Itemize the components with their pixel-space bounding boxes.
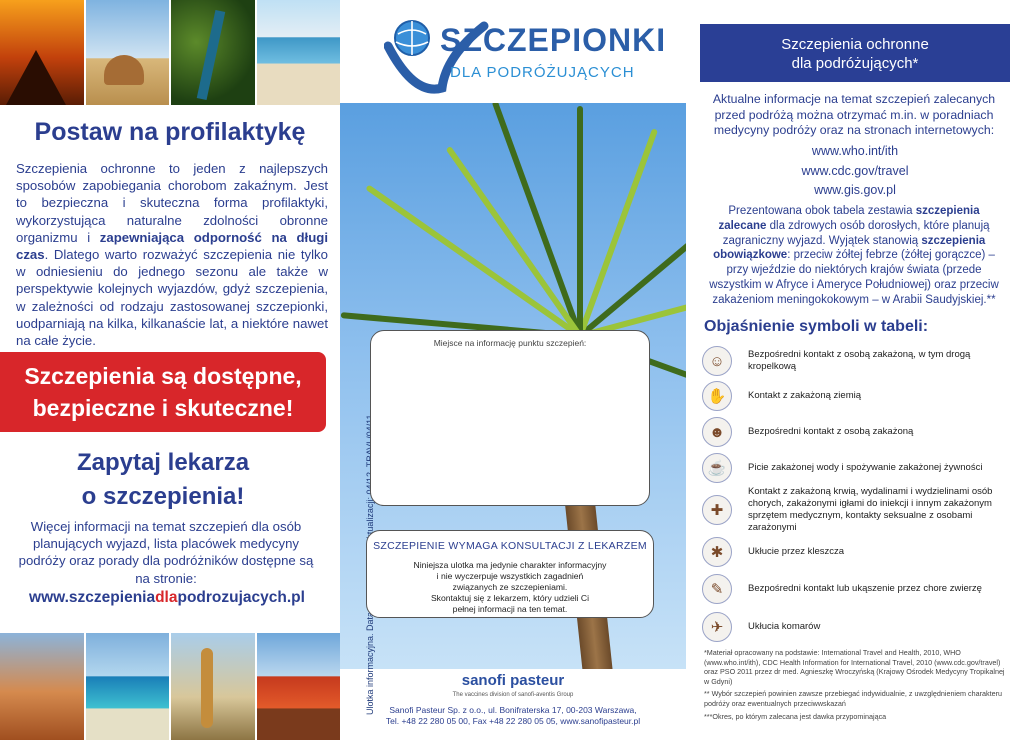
url-gis[interactable]: www.gis.gov.pl xyxy=(814,183,896,197)
logo-title: SZCZEPIONKI xyxy=(440,22,667,58)
list-item: ✋ Kontakt z zakażoną ziemią xyxy=(702,379,1012,413)
right-panel xyxy=(686,0,1024,740)
vaccination-point-label: Miejsce na informację punktu szczepień: xyxy=(433,338,587,348)
mosquito-icon: ✈ xyxy=(702,612,732,642)
intro-text: Aktualne informacje na temat szczepień zalecanych przed podróżą można otrzymać m.in. w poradniach medycyny podróży oraz na stronach internetowych: xyxy=(712,92,996,138)
list-item: ✱ Ukłucie przez kleszcza xyxy=(702,535,1012,569)
pyramid-photo xyxy=(0,0,84,105)
ask-doctor-heading: Zapytaj lekarza o szczepienia! xyxy=(76,449,250,510)
logo-subtitle: DLA PODRÓŻUJĄCYCH xyxy=(450,64,635,81)
palm-frond xyxy=(577,106,583,336)
website-link[interactable]: www.szczepieniadlapodrozujacych.pl xyxy=(29,589,305,606)
food-water-icon: ☕ xyxy=(702,453,732,483)
footnote-3: ***Okres, po którym zalecana jest dawka przypominająca xyxy=(704,711,887,721)
list-item: ✈ Ukłucia komarów xyxy=(702,609,1012,645)
palm-frond xyxy=(446,146,583,338)
left-body: Szczepienia ochronne to jeden z najlepszych sposobów zapobiegania chorobom zakaźnym. Jest to bezpieczna i skuteczna forma profilaktyki, wykorzystująca naturalne zdolności obronne organizmu i zapewniająca odporność na długi czas. Dlatego warto rozważyć szczepienia nie tylko w odniesieniu do jednego sezonu ale także w perspektywie kolejnych wyjazdów, gdyż szczepienia, w zależności od rodzaju zastosowanej szczepionki, uodparniają na kilka, kilkanaście lat, a niektóre nawet na całe życie. xyxy=(16,161,328,349)
camel-photo xyxy=(86,0,170,105)
coast-photo xyxy=(86,633,170,740)
vaccination-point-box xyxy=(370,330,650,506)
temple-photo xyxy=(257,633,341,740)
red-banner xyxy=(0,352,326,432)
person-contact-icon: ☻ xyxy=(702,417,732,447)
consultation-title: SZCZEPIENIE WYMAGA KONSULTACJI Z LEKARZEM xyxy=(373,540,647,552)
consultation-box xyxy=(366,530,654,618)
symbols-title: Objaśnienie symboli w tabeli: xyxy=(704,318,929,335)
soil-icon: ✋ xyxy=(702,381,732,411)
list-item: ☻ Bezpośredni kontakt z osobą zakażoną xyxy=(702,413,1012,451)
sanofi-logo: sanofi pasteur xyxy=(461,672,565,689)
table-description: Prezentowana obok tabela zestawia szczepienia zalecane dla zdrowych osób dorosłych, które planują zagraniczny wyjazd. Wyjątek stanowią szczepienia obowiązkowe: przeciw żółtej febrze (żółtej gorączce) – przy wjeździe do niektórych krajów świata (przede wszystkim w Afryce i Ameryce Południowej) oraz przeciw zakażeniom meningokokowym – w Arabii Saudyjskiej.** xyxy=(709,205,999,306)
canyon-photo xyxy=(0,633,84,740)
more-info-text: Więcej informacji na temat szczepień dla osób planujących wyjazd, lista placówek medycyny podróży oraz porady dla podróżników dostępne są na stronie: xyxy=(18,519,314,586)
red-banner-line1: Szczepienia są dostępne, xyxy=(24,363,302,389)
footnote-2: ** Wybór szczepień powinien zawsze przebiegać indywidualnie, z uwzględnieniem charakteru podróży oraz ewentualnych przeciwwskazań xyxy=(704,689,1002,708)
left-title: Postaw na profilaktykę xyxy=(34,118,306,146)
tick-icon: ✱ xyxy=(702,537,732,567)
symbols-list xyxy=(702,343,1012,645)
url-cdc[interactable]: www.cdc.gov/travel xyxy=(801,163,909,178)
left-panel xyxy=(0,0,340,740)
top-photo-strip xyxy=(0,0,340,105)
url-who[interactable]: www.who.int/ith xyxy=(811,144,899,158)
sanofi-address: Sanofi Pasteur Sp. z o.o., ul. Bonifraterska 17, 00-203 Warszawa, Tel. +48 22 280 05 00, Fax +48 22 280 05 05, www.sanofipasteur.pl xyxy=(385,705,641,726)
right-header: Szczepienia ochronne dla podróżujących* xyxy=(700,24,1010,82)
blood-icon: ✚ xyxy=(702,495,732,525)
red-banner-line2: bezpieczne i skuteczne! xyxy=(32,395,294,421)
footnotes xyxy=(704,648,1008,721)
middle-panel xyxy=(340,0,686,740)
jungle-photo xyxy=(171,0,255,105)
url-list xyxy=(686,142,1024,201)
giraffe-photo xyxy=(171,633,255,740)
cough-icon: ☺ xyxy=(702,346,732,376)
sanofi-tagline: The vaccines division of sanofi-aventis Group xyxy=(452,692,574,698)
beach-photo xyxy=(257,0,341,105)
consultation-text: Niniejsza ulotka ma jedynie charakter informacyjny i nie wyczerpuje wszystkich zagadnień związanych ze szczepieniami. Skontaktuj się z lekarzem, który udzieli Ci pełnej informacji na ten temat. xyxy=(413,560,607,614)
list-item: ✚ Kontakt z zakażoną krwią, wydalinami i wydzielinami osób chorych, zakażonymi igłami do iniekcji i innym zakażonym sprzętem medycznym, kontakty seksualne z osobami zarażonymi xyxy=(702,485,1012,535)
list-item: ✎ Bezpośredni kontakt lub ukąszenie przez chore zwierzę xyxy=(702,569,1012,609)
list-item: ☕ Picie zakażonej wody i spożywanie zakażonej żywności xyxy=(702,451,1012,485)
list-item: ☺ Bezpośredni kontakt z osobą zakażoną, w tym drogą kropelkową xyxy=(702,343,1012,379)
bottom-photo-strip xyxy=(0,633,340,740)
dog-icon: ✎ xyxy=(702,574,732,604)
footnote-1: *Materiał opracowany na podstawie: International Travel and Health, 2010, WHO (www.who.int/ith), CDC Health Information for International Travel, 2010 (www.cdc.gov/travel) oraz PSO 2011 przez dr med. Agnieszkę Wroczyńską (Krajowy Ośrodek Medycyny Tropikalnej w Gdyni) xyxy=(704,648,1005,686)
